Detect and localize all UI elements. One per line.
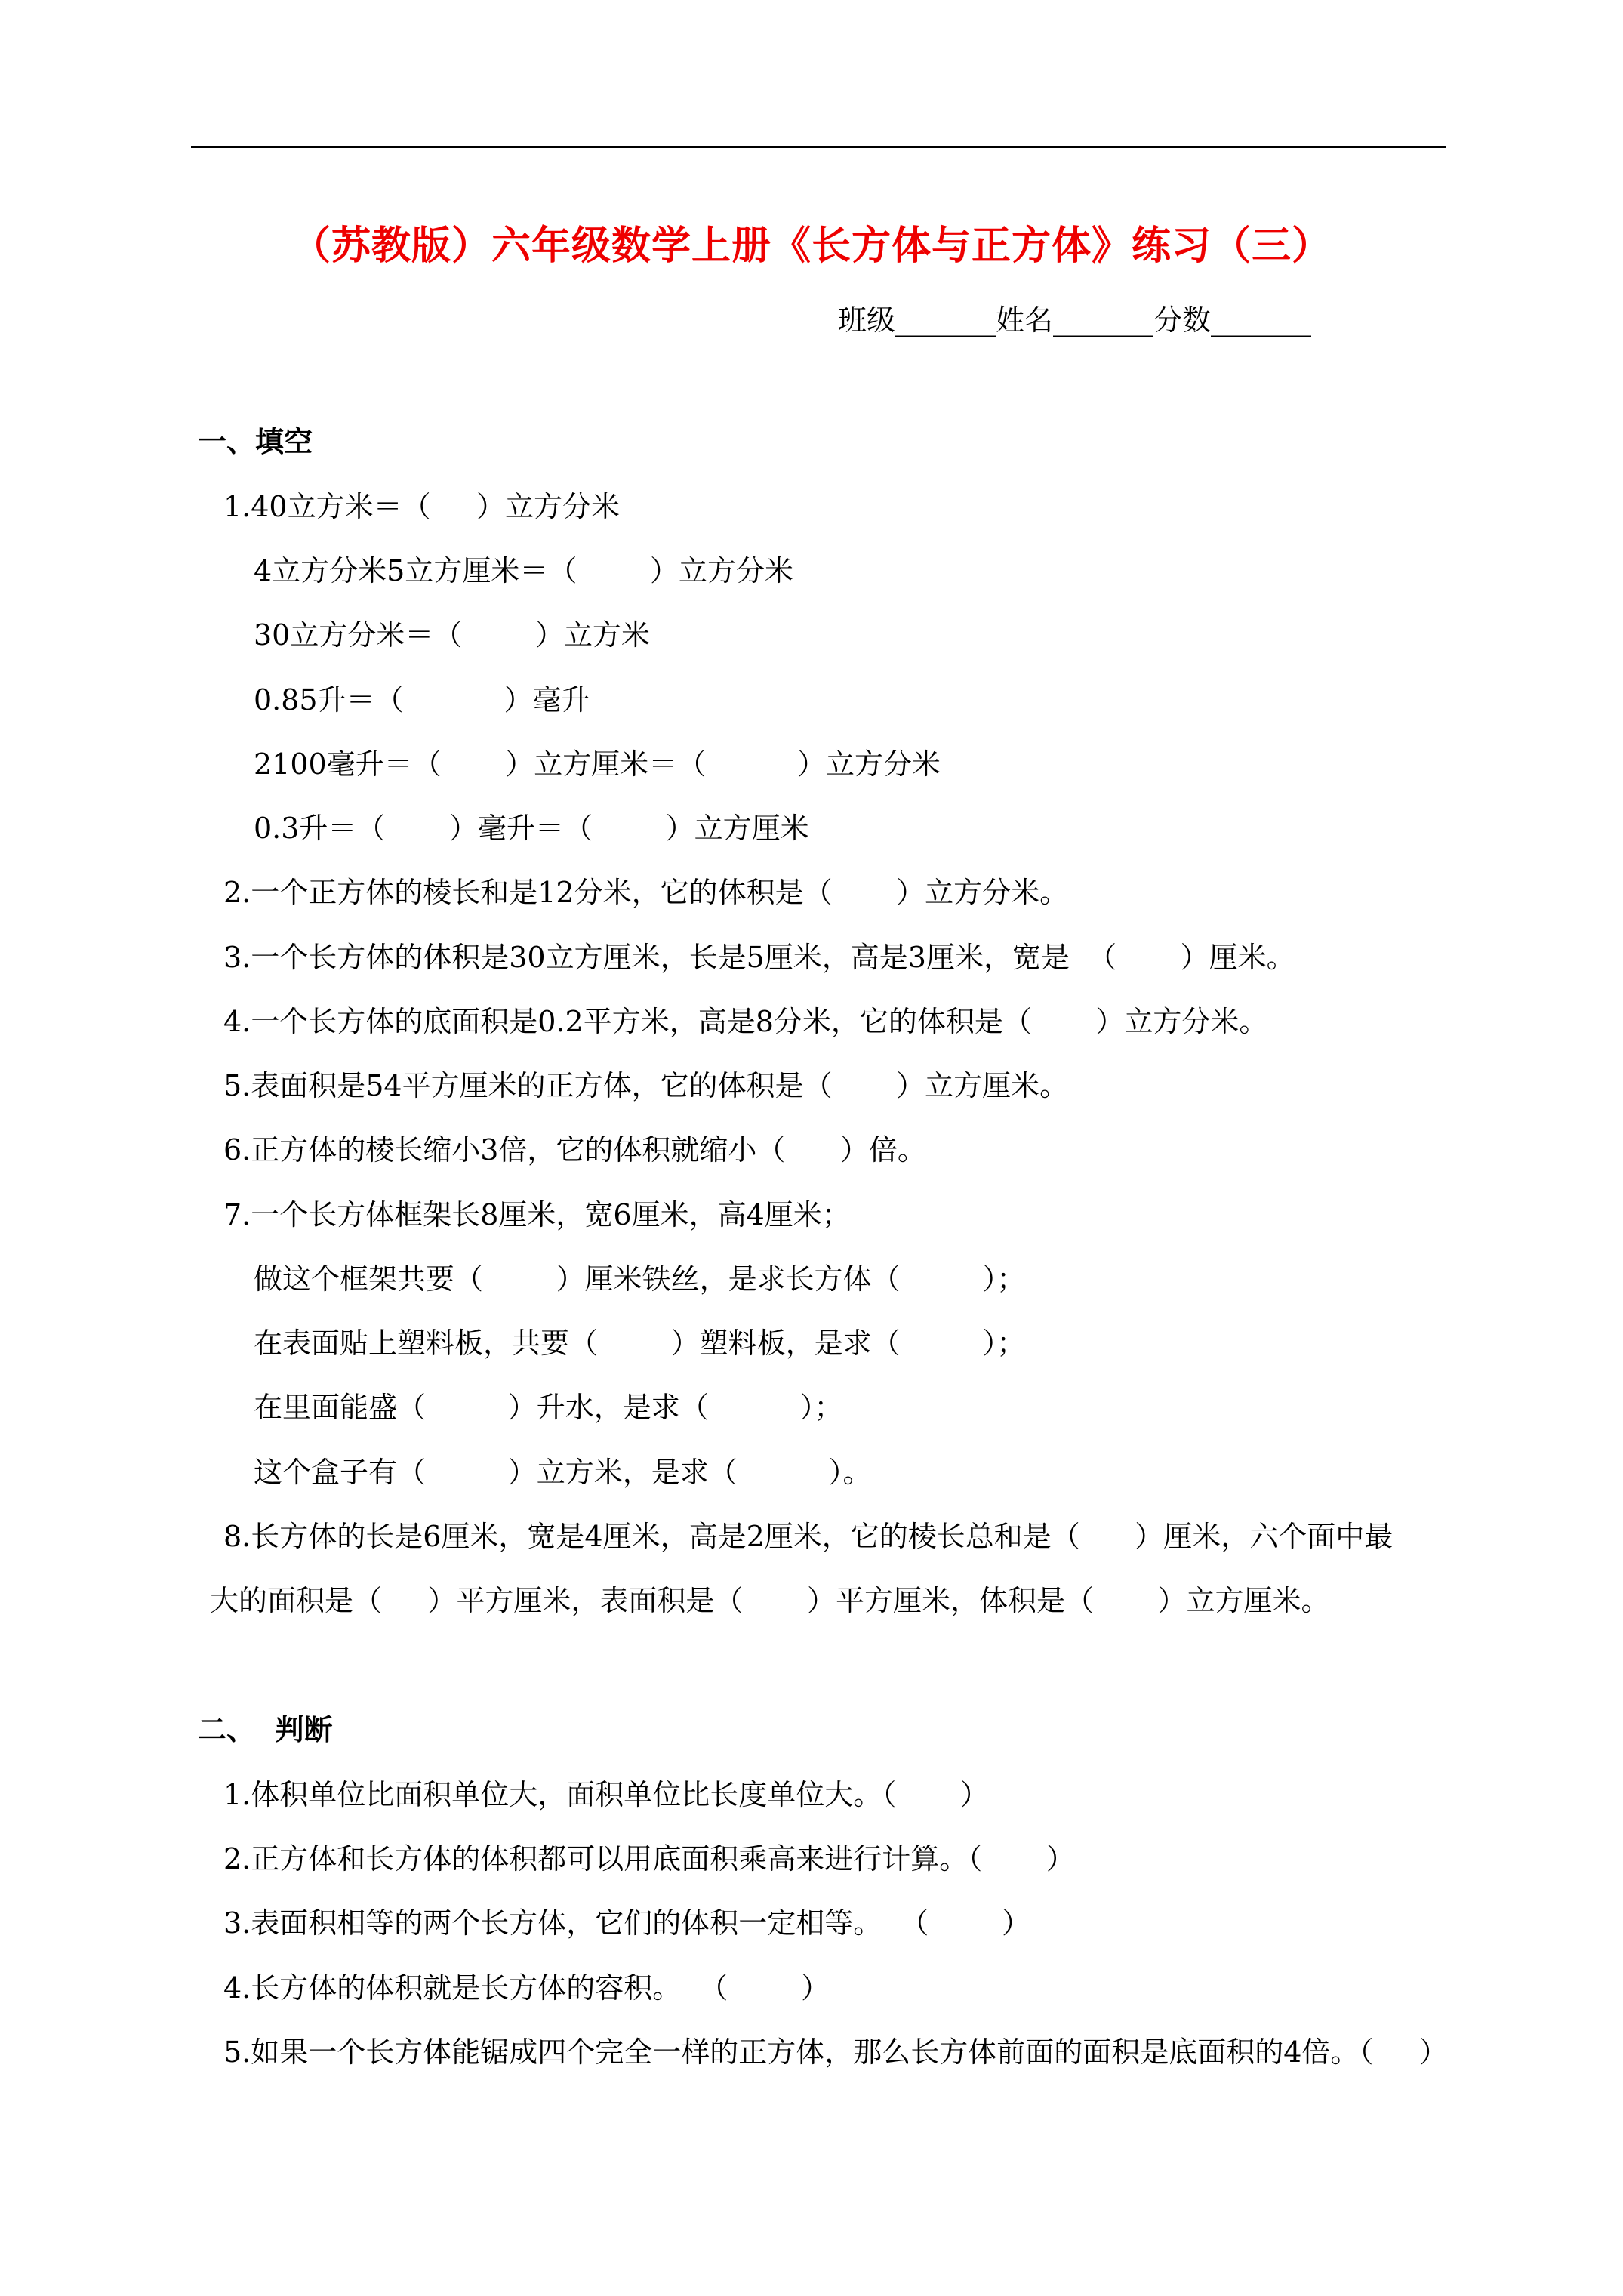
question-line: 在里面能盛（ ）升水，是求（ ）；	[254, 1391, 843, 1424]
question-line: 大的面积是（ ）平方厘米，表面积是（ ）平方厘米，体积是（ ）立方厘米。	[210, 1584, 1330, 1617]
question-line: 5.表面积是54平方厘米的正方体，它的体积是（ ）立方厘米。	[223, 1069, 1069, 1102]
question-line: 6.正方体的棱长缩小3倍，它的体积就缩小（ ）倍。	[223, 1133, 926, 1166]
question-line: 0.3升＝（ ）毫升＝（ ）立方厘米	[254, 812, 809, 845]
question-line: 3.一个长方体的体积是30立方厘米，长是5厘米，高是3厘米，宽是 （ ）厘米。	[223, 941, 1295, 974]
judge-line: 5.如果一个长方体能锯成四个完全一样的正方体，那么长方体前面的面积是底面积的4倍。（ ）	[223, 2036, 1448, 2069]
question-line: 2100毫升＝（ ）立方厘米＝（ ）立方分米	[254, 747, 941, 781]
class-name-score-line: 班级_______姓名_______分数_______	[838, 304, 1312, 337]
question-line: 在表面贴上塑料板，共要（ ）塑料板，是求（ ）；	[254, 1327, 1026, 1360]
judge-line: 1.体积单位比面积单位大，面积单位比长度单位大。（ ）	[223, 1778, 989, 1811]
question-line: 8.长方体的长是6厘米，宽是4厘米，高是2厘米，它的棱长总和是（ ）厘米，六个面中最	[223, 1520, 1394, 1553]
question-line: 这个盒子有（ ）立方米，是求（ ）。	[254, 1456, 872, 1489]
judge-line: 2.正方体和长方体的体积都可以用底面积乘高来进行计算。（ ）	[223, 1842, 1075, 1875]
header-rule	[191, 146, 1446, 148]
question-line: 4.一个长方体的底面积是0.2平方米，高是8分米，它的体积是（ ）立方分米。	[223, 1005, 1268, 1038]
question-line: 1.40立方米＝（ ）立方分米	[223, 490, 621, 523]
question-line: 0.85升＝（ ）毫升	[254, 683, 590, 717]
question-line: 2.一个正方体的棱长和是12分米，它的体积是（ ）立方分米。	[223, 876, 1069, 909]
question-line: 做这个框架共要（ ）厘米铁丝，是求长方体（ ）；	[254, 1262, 1026, 1296]
section-heading-fill-in: 一、填空	[198, 424, 313, 458]
section-heading-judge: 二、 判断	[198, 1712, 333, 1746]
question-line: 30立方分米＝（ ）立方米	[254, 618, 650, 652]
judge-line: 3.表面积相等的两个长方体，它们的体积一定相等。 （ ）	[223, 1906, 1031, 1940]
page-title: （苏教版）六年级数学上册《长方体与正方体》练习（三）	[291, 223, 1332, 269]
question-line: 7.一个长方体框架长8厘米，宽6厘米，高4厘米；	[223, 1198, 851, 1231]
question-line: 4立方分米5立方厘米＝（ ）立方分米	[254, 554, 793, 587]
judge-line: 4.长方体的体积就是长方体的容积。 （ ）	[223, 1971, 830, 2005]
